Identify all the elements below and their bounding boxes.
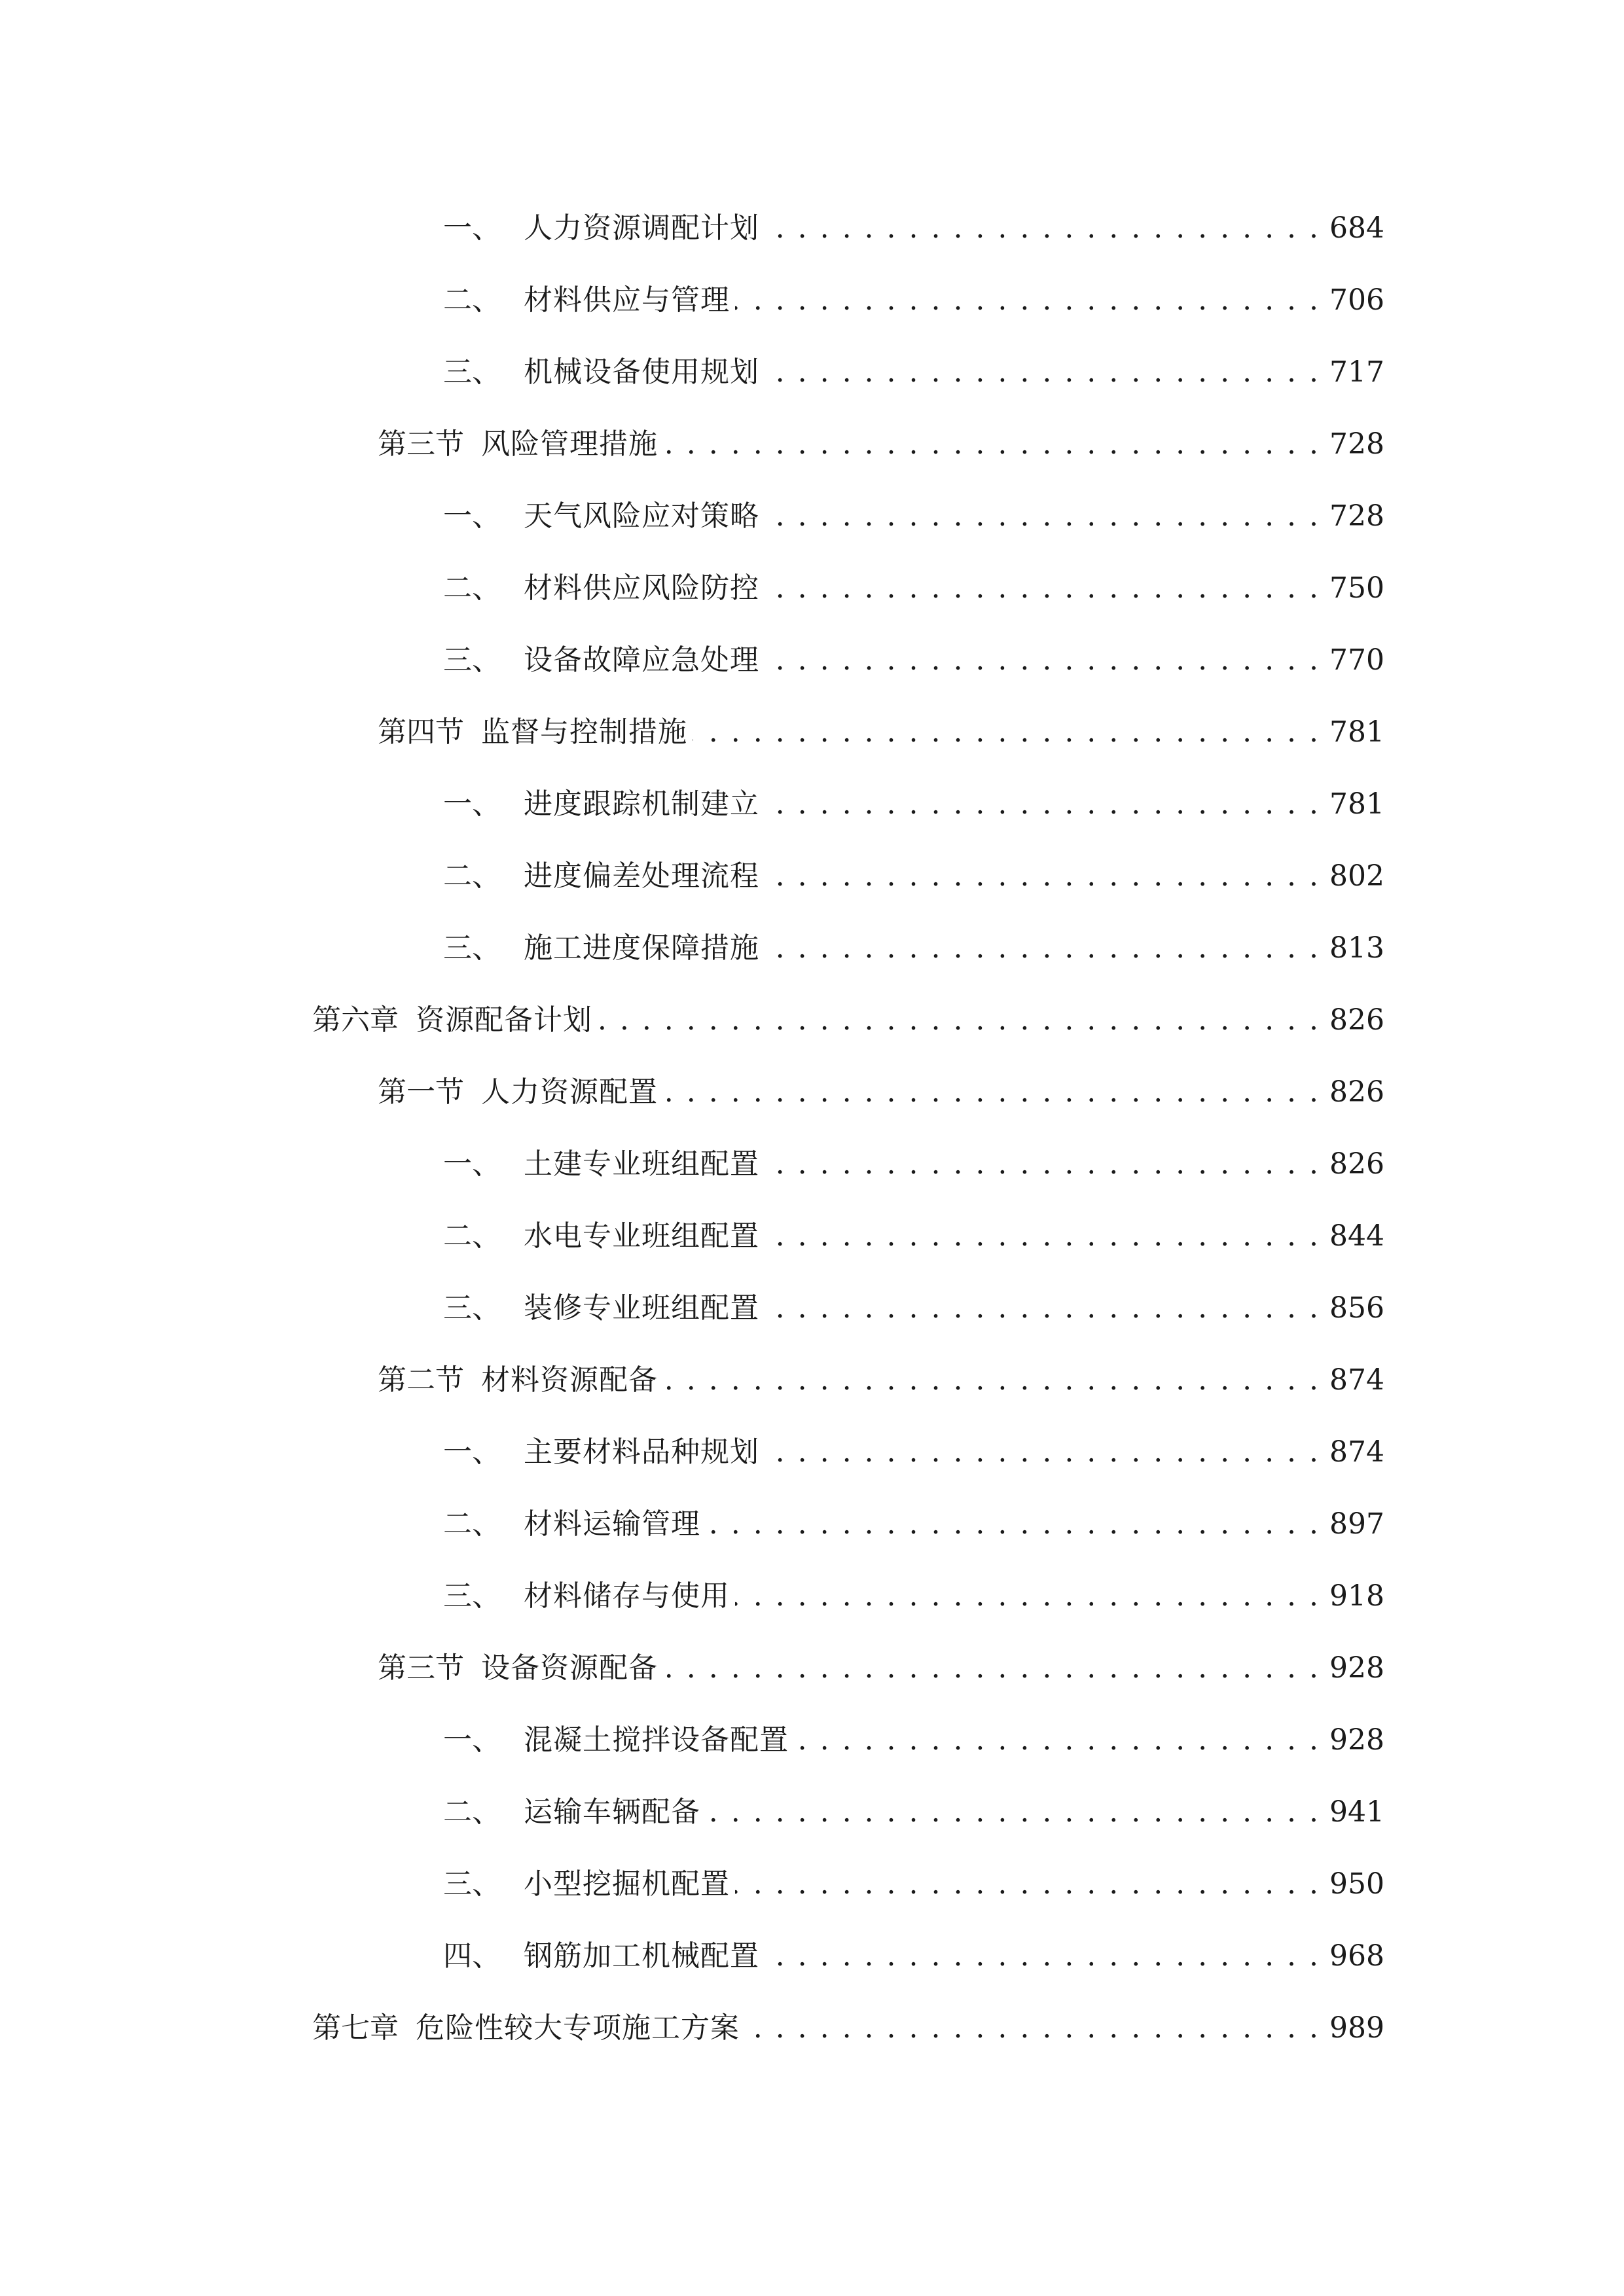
toc-dot-leader [765, 487, 1320, 546]
toc-entry[interactable] [312, 1999, 1382, 2058]
toc-dot-leader [765, 343, 1320, 402]
toc-entry-page: 968 [1329, 1939, 1384, 1973]
toc-entry-page: 813 [1329, 931, 1384, 965]
toc-entry-title: 水电专业班组配置 [524, 1219, 759, 1253]
toc-entry-title: 小型挖掘机配置 [524, 1867, 730, 1901]
toc-entry-number: 二、 [443, 1507, 501, 1541]
toc-entry[interactable] [443, 343, 1382, 402]
toc-entry[interactable] [378, 415, 1382, 474]
toc-entry-title: 机械设备使用规划 [524, 355, 759, 389]
toc-entry[interactable] [378, 1063, 1382, 1122]
toc-entry[interactable] [443, 1927, 1382, 1986]
toc-entry-title: 进度偏差处理流程 [524, 859, 759, 893]
toc-entry-page: 856 [1329, 1291, 1384, 1325]
toc-entry-page: 826 [1329, 1075, 1384, 1109]
toc-dot-leader [765, 559, 1320, 618]
toc-entry[interactable] [443, 559, 1382, 618]
toc-entry-page: 750 [1329, 571, 1384, 605]
toc-entry-number: 一、 [443, 1723, 501, 1757]
toc-dot-leader [765, 919, 1320, 978]
toc-entry[interactable] [443, 1711, 1382, 1770]
toc-entry-title: 危险性较大专项施工方案 [416, 2011, 740, 2045]
toc-entry-title: 设备故障应急处理 [524, 643, 759, 677]
toc-entry-title: 施工进度保障措施 [524, 931, 759, 965]
toc-entry-page: 950 [1329, 1867, 1384, 1901]
toc-entry-page: 728 [1329, 427, 1384, 461]
toc-entry[interactable] [312, 991, 1382, 1050]
toc-entry-title: 材料供应与管理 [524, 283, 730, 317]
toc-entry-number: 三、 [443, 931, 501, 965]
toc-entry-page: 844 [1329, 1219, 1384, 1253]
toc-entry-page: 802 [1329, 859, 1384, 893]
toc-entry-number: 二、 [443, 283, 501, 317]
toc-entry-number: 三、 [443, 1579, 501, 1613]
toc-entry-number: 一、 [443, 1147, 501, 1181]
toc-entry-page: 781 [1329, 787, 1384, 821]
toc-entry-number: 第二节 [378, 1363, 464, 1397]
toc-entry-page: 989 [1329, 2011, 1384, 2045]
toc-entry-title: 人力资源配置 [481, 1075, 658, 1109]
toc-entry-number: 三、 [443, 355, 501, 389]
toc-dot-leader [765, 1135, 1320, 1194]
toc-entry[interactable] [378, 1639, 1382, 1698]
toc-dot-leader [735, 1567, 1320, 1626]
toc-entry-title: 装修专业班组配置 [524, 1291, 759, 1325]
toc-entry-title: 材料储存与使用 [524, 1579, 730, 1613]
toc-dot-leader [765, 847, 1320, 906]
toc-entry-title: 主要材料品种规划 [524, 1435, 759, 1469]
toc-entry-number: 一、 [443, 499, 501, 533]
toc-entry-number: 二、 [443, 571, 501, 605]
toc-dot-leader [765, 1927, 1320, 1986]
toc-entry-number: 二、 [443, 1219, 501, 1253]
toc-entry[interactable] [443, 775, 1382, 834]
toc-entry-title: 天气风险应对策略 [524, 499, 759, 533]
toc-entry[interactable] [443, 1567, 1382, 1626]
toc-entry-number: 二、 [443, 1795, 501, 1829]
toc-entry-title: 风险管理措施 [481, 427, 658, 461]
toc-entry-title: 进度跟踪机制建立 [524, 787, 759, 821]
toc-dot-leader [765, 1279, 1320, 1338]
toc-entry-number: 第四节 [378, 715, 464, 749]
toc-entry-number: 第一节 [378, 1075, 464, 1109]
toc-dot-leader [765, 631, 1320, 690]
toc-dot-leader [765, 199, 1320, 258]
toc-entry-title: 运输车辆配备 [524, 1795, 700, 1829]
toc-entry-page: 781 [1329, 715, 1384, 749]
toc-entry[interactable] [443, 1783, 1382, 1842]
toc-entry-page: 728 [1329, 499, 1384, 533]
toc-entry-number: 三、 [443, 643, 501, 677]
toc-entry-title: 材料资源配备 [481, 1363, 658, 1397]
toc-dot-leader [693, 703, 1320, 762]
toc-entry-page: 928 [1329, 1723, 1384, 1757]
toc-dot-leader [765, 775, 1320, 834]
toc-entry-page: 706 [1329, 283, 1384, 317]
toc-dot-leader [765, 1207, 1320, 1266]
toc-entry-title: 资源配备计划 [416, 1003, 592, 1037]
toc-entry-title: 监督与控制措施 [481, 715, 687, 749]
toc-entry-page: 826 [1329, 1147, 1384, 1181]
toc-entry-number: 二、 [443, 859, 501, 893]
toc-entry[interactable] [443, 199, 1382, 258]
toc-entry-number: 四、 [443, 1939, 501, 1973]
toc-entry-title: 钢筋加工机械配置 [524, 1939, 759, 1973]
toc-entry-number: 一、 [443, 211, 501, 245]
toc-entry-number: 第三节 [378, 1651, 464, 1685]
toc-dot-leader [794, 1711, 1320, 1770]
toc-dot-leader [663, 415, 1320, 474]
toc-entry[interactable] [443, 271, 1382, 330]
toc-entry-page: 874 [1329, 1435, 1384, 1469]
toc-dot-leader [663, 1639, 1320, 1698]
toc-dot-leader [663, 1063, 1320, 1122]
toc-entry-number: 三、 [443, 1867, 501, 1901]
toc-entry[interactable] [443, 919, 1382, 978]
toc-entry-page: 717 [1329, 355, 1384, 389]
toc-entry-page: 918 [1329, 1579, 1384, 1613]
toc-entry[interactable] [378, 1351, 1382, 1410]
toc-entry-title: 材料供应风险防控 [524, 571, 759, 605]
toc-dot-leader [598, 991, 1320, 1050]
toc-entry-title: 土建专业班组配置 [524, 1147, 759, 1181]
toc-entry-number: 三、 [443, 1291, 501, 1325]
toc-entry-page: 874 [1329, 1363, 1384, 1397]
toc-entry[interactable] [443, 1495, 1382, 1554]
toc-dot-leader [735, 1855, 1320, 1914]
toc-entry-title: 混凝土搅拌设备配置 [524, 1723, 789, 1757]
toc-entry[interactable] [443, 847, 1382, 906]
toc-entry-page: 826 [1329, 1003, 1384, 1037]
toc-dot-leader [745, 1999, 1320, 2058]
toc-dot-leader [706, 1495, 1320, 1554]
toc-entry[interactable] [443, 1279, 1382, 1338]
toc-entry[interactable] [443, 1135, 1382, 1194]
toc-entry[interactable] [443, 631, 1382, 690]
toc-entry-title: 人力资源调配计划 [524, 211, 759, 245]
toc-entry-number: 第七章 [312, 2011, 399, 2045]
toc-entry-page: 941 [1329, 1795, 1384, 1829]
toc-dot-leader [735, 271, 1320, 330]
toc-entry-number: 第三节 [378, 427, 464, 461]
toc-entry-page: 897 [1329, 1507, 1384, 1541]
toc-entry[interactable] [443, 487, 1382, 546]
toc-entry-page: 684 [1329, 211, 1384, 245]
toc-entry[interactable] [443, 1207, 1382, 1266]
toc-entry-number: 一、 [443, 1435, 501, 1469]
toc-dot-leader [706, 1783, 1320, 1842]
toc-entry[interactable] [443, 1855, 1382, 1914]
toc-entry-page: 770 [1329, 643, 1384, 677]
toc-entry-title: 设备资源配备 [481, 1651, 658, 1685]
toc-dot-leader [765, 1423, 1320, 1482]
toc-entry-page: 928 [1329, 1651, 1384, 1685]
toc-entry-number: 第六章 [312, 1003, 399, 1037]
toc-entry[interactable] [443, 1423, 1382, 1482]
toc-entry[interactable] [378, 703, 1382, 762]
toc-entry-title: 材料运输管理 [524, 1507, 700, 1541]
toc-dot-leader [663, 1351, 1320, 1410]
toc-entry-number: 一、 [443, 787, 501, 821]
